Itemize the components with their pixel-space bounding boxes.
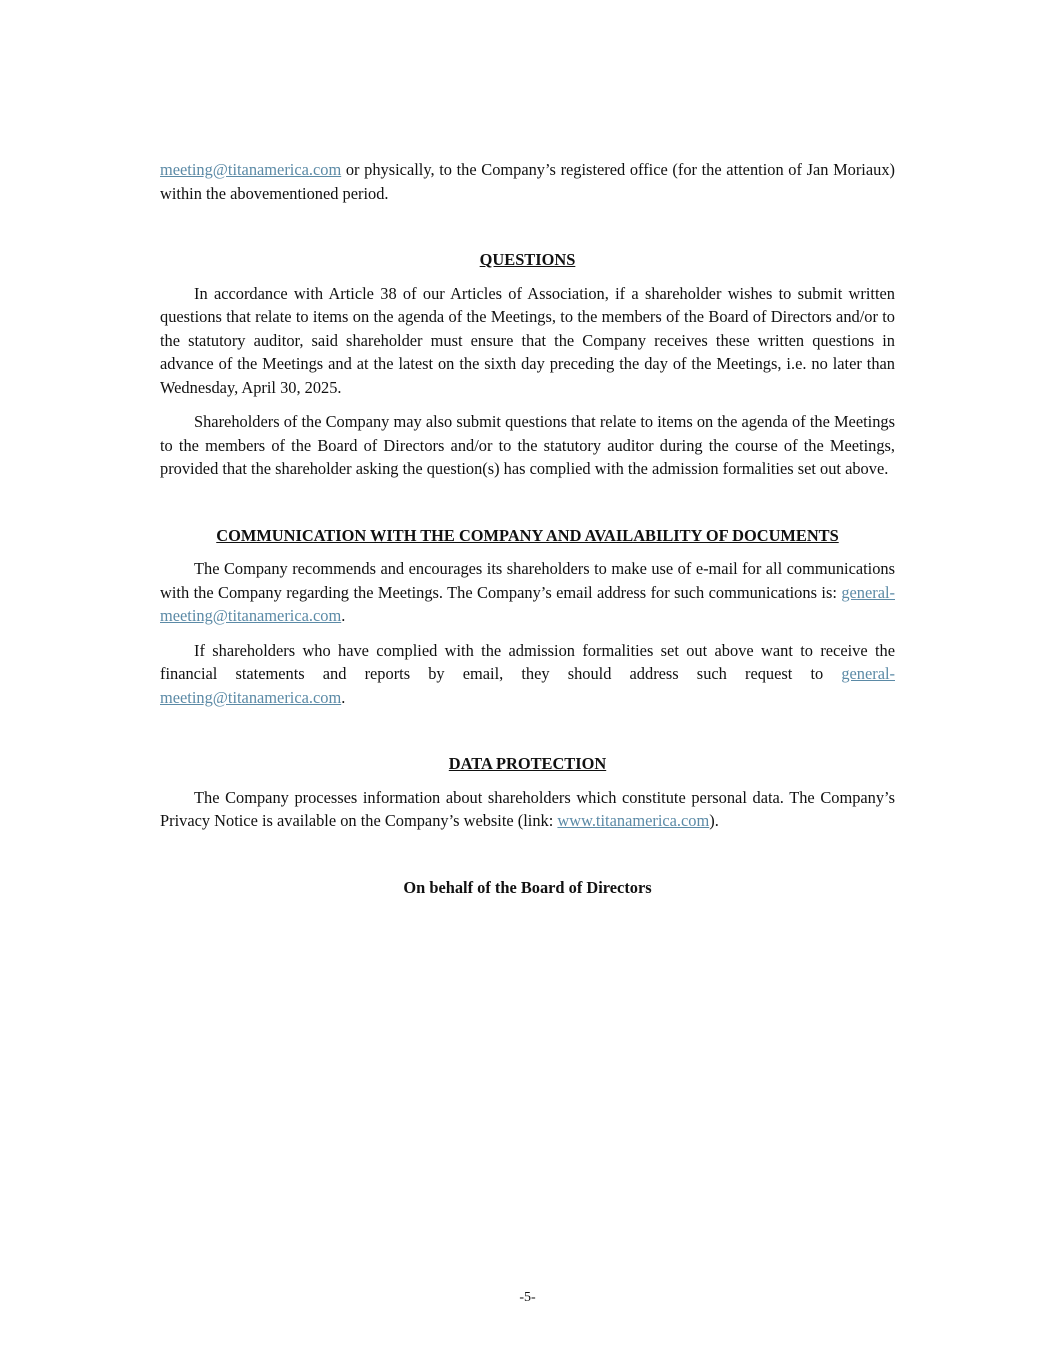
intro-paragraph	[160, 158, 895, 205]
meeting-email-link[interactable]: meeting@titanamerica.com	[160, 160, 342, 179]
questions-paragraph-1: In accordance with Article 38 of our Articles of Association, if a shareholder wishes to submit written questions that relate to items on the agenda of the Meetings, to the members of the Board of Directors and/or to the statutory auditor, said shareholder must ensure that the Company receives these written questions in advance of the Meetings and at the latest on the sixth day preceding the day of the Meetings, i.e. no later than Wednesday, April 30, 2025.	[160, 283, 895, 397]
general-meeting-email-link-1[interactable]: general-meeting@titanamerica.com	[160, 582, 895, 625]
questions-heading: QUESTIONS	[479, 250, 576, 269]
communication-text-1: The Company recommends and encourages its shareholders to make use of e-mail for all communications with the Company regarding the Meetings. The Company’s email address for such communications is:	[160, 559, 895, 602]
communication-end-2: .	[341, 687, 346, 707]
document-body	[160, 158, 895, 899]
general-meeting-email-link-2[interactable]: general-meeting@titanamerica.com	[160, 664, 895, 707]
communication-paragraph-2	[160, 639, 895, 710]
page-number: -5-	[519, 1290, 536, 1305]
communication-paragraph-1	[160, 557, 895, 628]
intro-text: or physically, to the Company’s registered office (for the attention of Jan Moriaux) within the abovementioned period.	[160, 160, 895, 203]
data-protection-heading: DATA PROTECTION	[448, 754, 607, 773]
website-link[interactable]: www.titanamerica.com	[557, 811, 710, 830]
questions-paragraph-2: Shareholders of the Company may also submit questions that relate to items on the agenda of the Meetings to the members of the Board of Directors and/or to the statutory auditor during the course of the Meetings, provided that the shareholder asking the question(s) has complied with the admission formalities set out above.	[160, 412, 895, 478]
communication-end-1: .	[341, 606, 346, 625]
data-protection-paragraph	[160, 786, 895, 833]
data-protection-end: ).	[709, 811, 719, 830]
signature-line: On behalf of the Board of Directors	[403, 877, 652, 897]
communication-text-2: If shareholders who have complied with the admission formalities set out above want to receive the financial statements and reports by email, they should address such request to	[160, 640, 895, 683]
communication-heading: COMMUNICATION WITH THE COMPANY AND AVAILABILITY OF DOCUMENTS	[216, 525, 839, 545]
data-protection-text: The Company processes information about shareholders which constitute personal data. The Company’s Privacy Notice is available on the Company’s website (link:	[160, 787, 895, 830]
